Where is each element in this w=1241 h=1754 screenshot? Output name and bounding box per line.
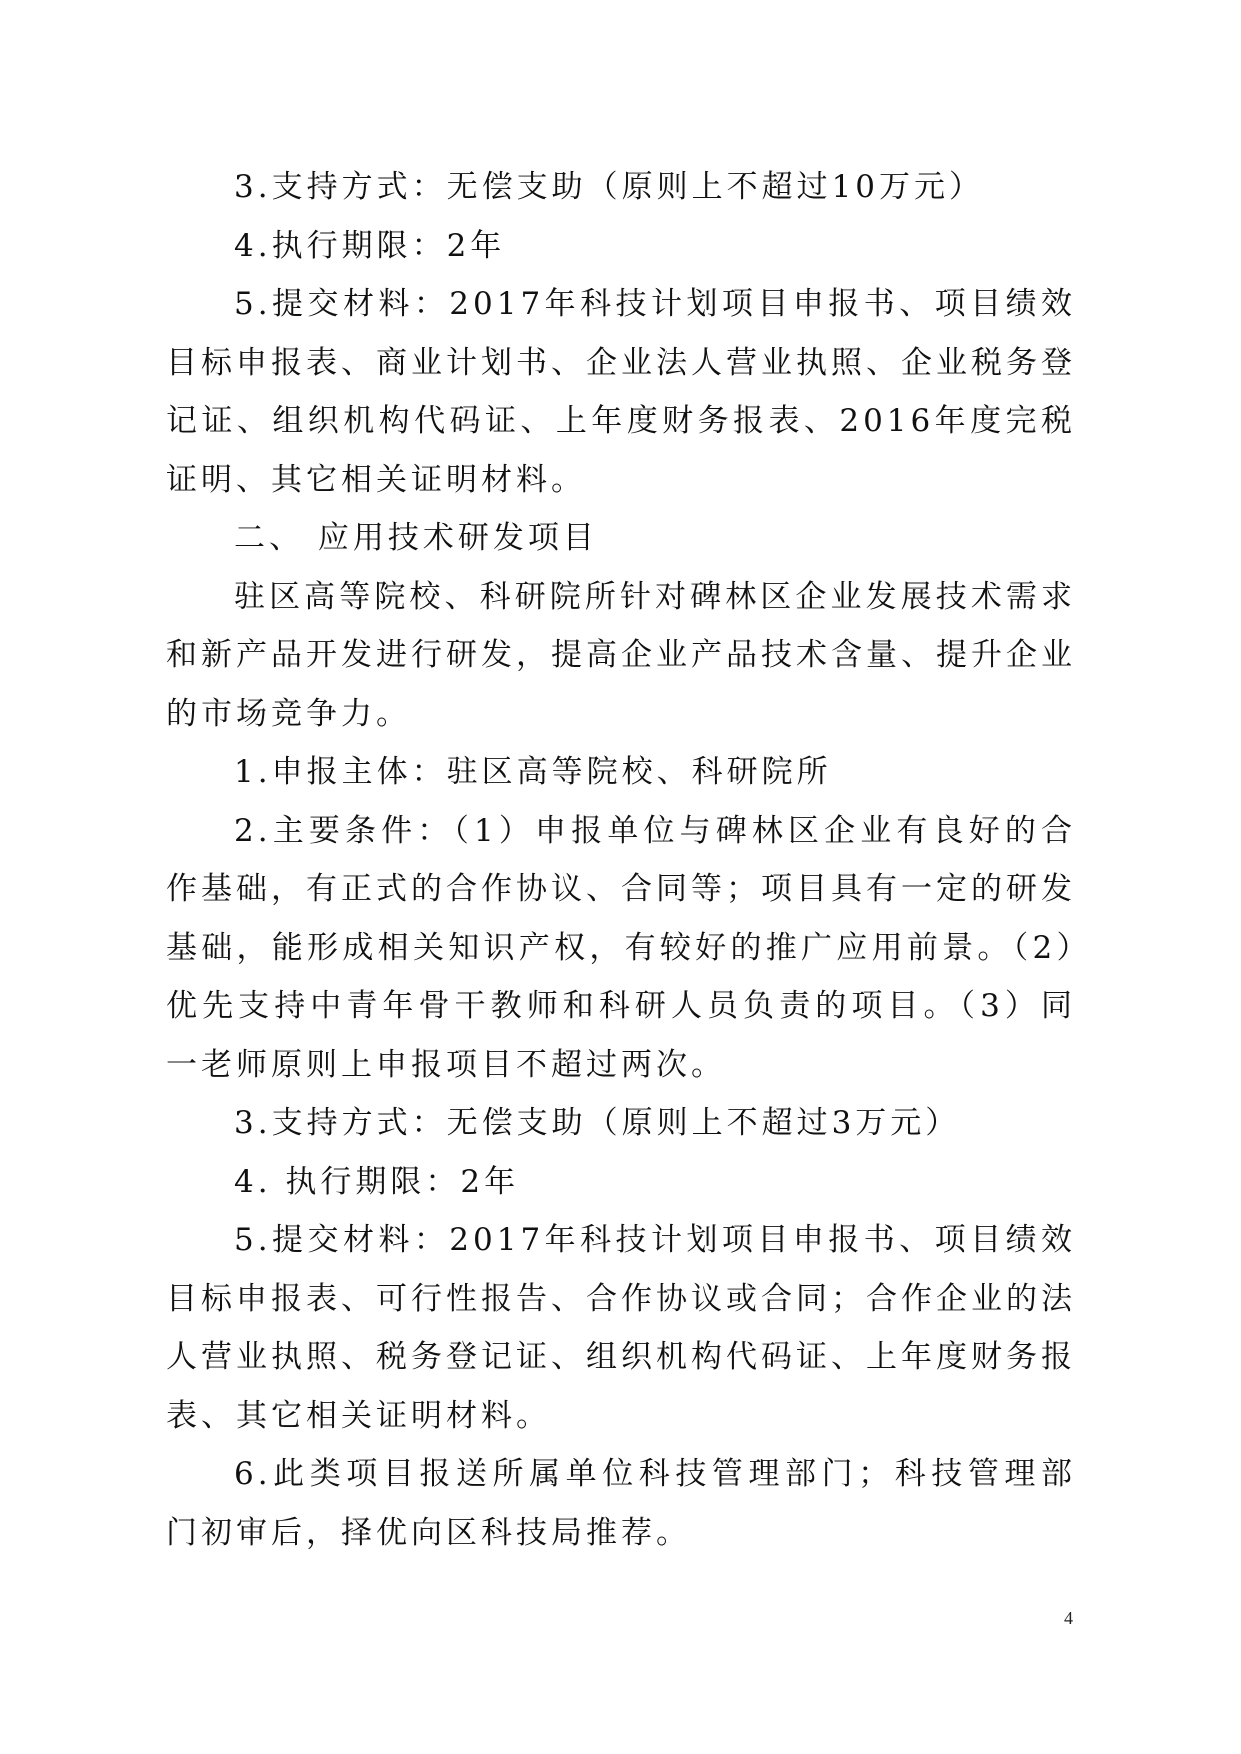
paragraph-submission-materials-1: 5.提交材料：2017年科技计划项目申报书、项目绩效目标申报表、商业计划书、企业法人营业执照、企业税务登记证、组织机构代码证、上年度财务报表、2016年度完税证明、其它相关证明材料。 [166, 286, 1076, 498]
paragraph-applicant-subject: 1.申报主体：驻区高等院校、科研院所 [234, 754, 832, 790]
paragraph-support-method-1: 3.支持方式：无偿支助（原则上不超过10万元） [234, 169, 985, 205]
paragraph-execution-period-1: 4.执行期限：2年 [234, 227, 506, 264]
paragraph-main-conditions: 2.主要条件：（1）申报单位与碑林区企业有良好的合作基础，有正式的合作协议、合同等；项目具有一定的研发基础，能形成相关知识产权，有较好的推广应用前景。（2）优先支持中青年骨干教师和科研人员负责的项目。（3）同一老师原则上申报项目不超过两次。 [166, 812, 1076, 1083]
paragraph-support-method-2: 3.支持方式：无偿支助（原则上不超过3万元） [234, 1105, 961, 1141]
document-body [166, 158, 1076, 1562]
section-heading-applied-tech: 二、 应用技术研发项目 [234, 520, 598, 556]
paragraph-execution-period-2: 4. 执行期限：2年 [234, 1163, 520, 1200]
paragraph-submission-materials-2: 5.提交材料：2017年科技计划项目申报书、项目绩效目标申报表、可行性报告、合作协议或合同；合作企业的法人营业执照、税务登记证、组织机构代码证、上年度财务报表、其它相关证明材料。 [166, 1222, 1076, 1434]
paragraph-applied-tech-intro: 驻区高等院校、科研院所针对碑林区企业发展技术需求和新产品开发进行研发，提高企业产品技术含量、提升企业的市场竞争力。 [166, 578, 1076, 732]
page-number: 4 [1064, 1608, 1073, 1628]
paragraph-submission-process: 6.此类项目报送所属单位科技管理部门；科技管理部门初审后，择优向区科技局推荐。 [166, 1456, 1076, 1551]
